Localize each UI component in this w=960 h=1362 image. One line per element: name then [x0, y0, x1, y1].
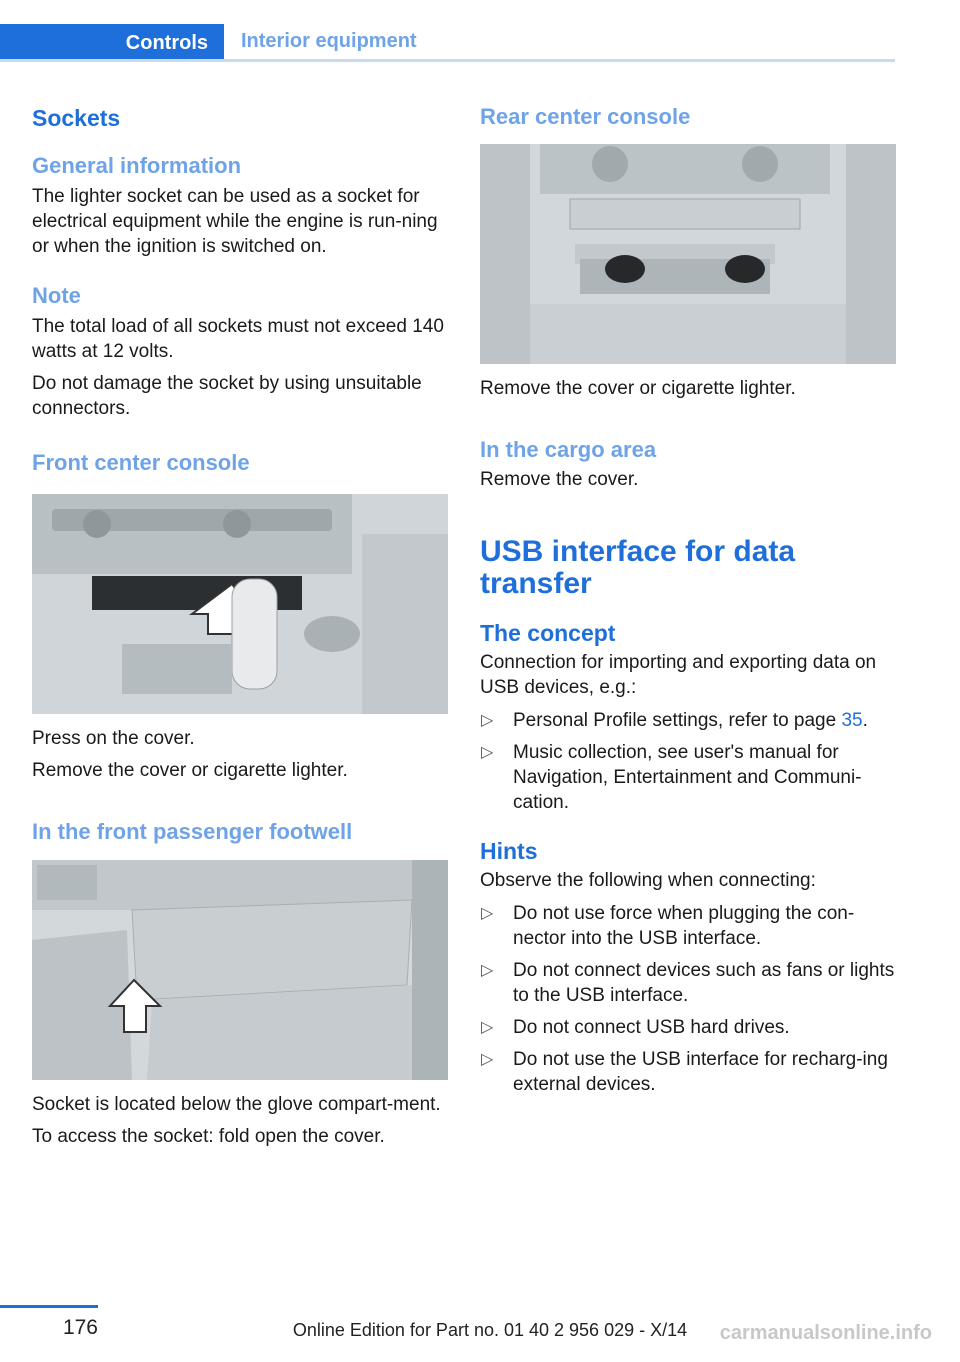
triangle-bullet-icon: ▷: [481, 1051, 494, 1068]
footer-rule: [0, 1305, 98, 1308]
triangle-bullet-icon: ▷: [481, 1019, 494, 1036]
list-item-text: Do not connect USB hard drives.: [513, 1017, 790, 1038]
front-text-1: Press on the cover.: [32, 728, 195, 749]
front-center-console-image: [32, 494, 448, 714]
triangle-bullet-icon: ▷: [481, 962, 494, 979]
left-column: [32, 100, 448, 1149]
right-column: [480, 100, 896, 1097]
list-item: [480, 708, 896, 733]
footwell-text-2: To access the socket: fold open the cover.: [32, 1126, 385, 1147]
front-passenger-footwell-image: [32, 860, 448, 1080]
page-35-link[interactable]: 35: [841, 710, 863, 731]
edition-text: Online Edition for Part no. 01 40 2 956 029 - X/14: [292, 1320, 688, 1340]
list-item-text: Do not connect devices such as fans or lights to the USB interface.: [513, 960, 895, 1006]
triangle-bullet-icon: ▷: [481, 744, 494, 761]
watermark: carmanualsonline.info: [719, 1322, 932, 1344]
list-item: [480, 740, 896, 815]
tab-interior-equipment[interactable]: Interior equipment: [241, 30, 417, 52]
list-item: [480, 1015, 896, 1040]
rear-text: Remove the cover or cigarette lighter.: [480, 378, 796, 399]
note-text-1: The total load of all sockets must not exceed 140 watts at 12 volts.: [32, 316, 444, 362]
list-item-end: .: [862, 710, 868, 731]
header-bar: [0, 24, 895, 62]
list-item-text: Do not use force when plugging the con-nector into the USB interface.: [513, 903, 855, 949]
list-item: [480, 958, 896, 1008]
list-item: [480, 1047, 896, 1097]
general-information-heading: General information: [32, 153, 242, 178]
front-passenger-footwell-heading: In the front passenger footwell: [32, 819, 353, 844]
front-text-2: Remove the cover or cigarette lighter.: [32, 760, 348, 781]
rear-center-console-heading: Rear center console: [480, 104, 691, 129]
sockets-heading: Sockets: [32, 105, 121, 131]
list-item-text: Personal Profile settings, refer to page: [513, 710, 842, 731]
header-rule: [0, 59, 895, 62]
hints-list: [480, 901, 896, 1097]
triangle-bullet-icon: ▷: [481, 712, 494, 729]
triangle-bullet-icon: ▷: [481, 905, 494, 922]
concept-heading: The concept: [480, 620, 616, 646]
note-text-2: Do not damage the socket by using unsuitable connectors.: [32, 373, 422, 419]
front-center-console-heading: Front center console: [32, 450, 250, 475]
cargo-area-heading: In the cargo area: [480, 437, 657, 462]
concept-list: [480, 708, 896, 815]
usb-interface-heading: USB interface for data transfer: [480, 535, 796, 600]
cargo-text: Remove the cover.: [480, 469, 639, 490]
hints-heading: Hints: [480, 838, 538, 864]
rear-center-console-image: [480, 144, 896, 364]
tab-controls[interactable]: Controls: [0, 24, 224, 62]
list-item: [480, 901, 896, 951]
concept-text: Connection for importing and exporting data on USB devices, e.g.:: [480, 652, 877, 698]
list-item-text: Do not use the USB interface for recharg-ing external devices.: [513, 1049, 888, 1095]
page-number: 176: [62, 1316, 98, 1339]
hints-text: Observe the following when connecting:: [480, 870, 816, 891]
footwell-text-1: Socket is located below the glove compart-ment.: [32, 1094, 441, 1115]
list-item-text: Music collection, see user's manual for Navigation, Entertainment and Communi-cation.: [513, 742, 862, 813]
general-information-text: The lighter socket can be used as a socket for electrical equipment while the engine is run-ning or when the ignition is switched on.: [32, 186, 438, 257]
note-heading: Note: [32, 283, 81, 308]
